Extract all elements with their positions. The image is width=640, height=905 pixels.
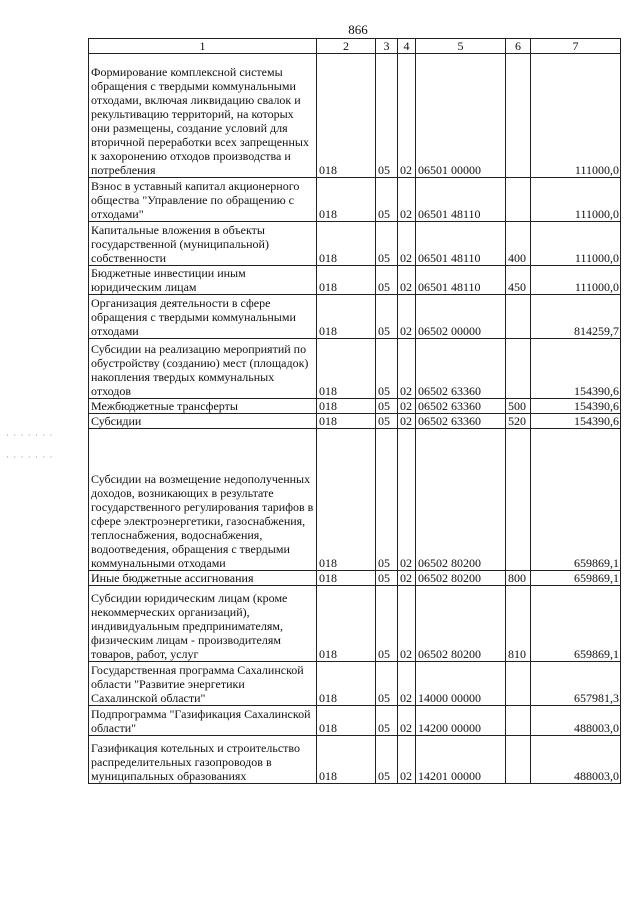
header-cell: 6: [506, 39, 531, 54]
table-row: [89, 706, 621, 736]
ministry-code-cell: 018: [317, 429, 376, 571]
amount-cell: 814259,7: [531, 295, 621, 339]
amount-cell: 659869,1: [531, 571, 621, 586]
amount-cell: 111000,0: [531, 222, 621, 266]
section-code-cell: 05: [376, 414, 398, 429]
target-article-cell: 06502 80200: [416, 571, 506, 586]
row-name-cell: Бюджетные инвестиции иным юридическим лицам: [89, 266, 317, 295]
ministry-code-cell: 018: [317, 736, 376, 784]
subsection-code-cell: 02: [398, 414, 416, 429]
section-code-cell: 05: [376, 399, 398, 414]
amount-cell: 154390,6: [531, 399, 621, 414]
expense-type-cell: 450: [506, 266, 531, 295]
table-row: [89, 222, 621, 266]
section-code-cell: 05: [376, 706, 398, 736]
target-article-cell: 14201 00000: [416, 736, 506, 784]
table-row: [89, 295, 621, 339]
amount-cell: 488003,0: [531, 736, 621, 784]
ministry-code-cell: 018: [317, 178, 376, 222]
amount-cell: 111000,0: [531, 266, 621, 295]
subsection-code-cell: 02: [398, 429, 416, 571]
subsection-code-cell: 02: [398, 586, 416, 662]
amount-cell: 659869,1: [531, 586, 621, 662]
section-code-cell: 05: [376, 736, 398, 784]
header-cell: 1: [89, 39, 317, 54]
header-cell: 2: [317, 39, 376, 54]
row-name-cell: Субсидии юридическим лицам (кроме некоммерческих организаций), индивидуальным предпринимателям, физическим лицам - производителям товаров, работ, услуг: [89, 586, 317, 662]
header-cell: 7: [531, 39, 621, 54]
target-article-cell: 06501 48110: [416, 266, 506, 295]
target-article-cell: 06502 00000: [416, 295, 506, 339]
ministry-code-cell: 018: [317, 706, 376, 736]
expense-type-cell: 520: [506, 414, 531, 429]
section-code-cell: 05: [376, 586, 398, 662]
expense-type-cell: [506, 178, 531, 222]
ministry-code-cell: 018: [317, 662, 376, 706]
header-cell: 4: [398, 39, 416, 54]
ministry-code-cell: 018: [317, 54, 376, 178]
amount-cell: 659869,1: [531, 429, 621, 571]
row-name-cell: Подпрограмма "Газификация Сахалинской области": [89, 706, 317, 736]
target-article-cell: 14000 00000: [416, 662, 506, 706]
ministry-code-cell: 018: [317, 571, 376, 586]
table-row: [89, 339, 621, 399]
target-article-cell: 06501 00000: [416, 54, 506, 178]
subsection-code-cell: 02: [398, 295, 416, 339]
subsection-code-cell: 02: [398, 736, 416, 784]
expense-type-cell: [506, 662, 531, 706]
amount-cell: 154390,6: [531, 414, 621, 429]
row-name-cell: Формирование комплексной системы обращения с твердыми коммунальными отходами, включая ликвидацию свалок и рекультивацию территорий, на которых они размещены, создание условий для вторичной переработки всех запрещенных к захоронению отходов производства и потребления: [89, 54, 317, 178]
header-row: [89, 39, 621, 54]
subsection-code-cell: 02: [398, 178, 416, 222]
row-name-cell: Субсидии на реализацию мероприятий по обустройству (созданию) мест (площадок) накопления твердых коммунальных отходов: [89, 339, 317, 399]
subsection-code-cell: 02: [398, 662, 416, 706]
section-code-cell: 05: [376, 662, 398, 706]
ministry-code-cell: 018: [317, 222, 376, 266]
subsection-code-cell: 02: [398, 54, 416, 178]
scan-smudge: · · · · · · ·: [6, 452, 54, 462]
ministry-code-cell: 018: [317, 414, 376, 429]
table-row: [89, 266, 621, 295]
subsection-code-cell: 02: [398, 399, 416, 414]
row-name-cell: Иные бюджетные ассигнования: [89, 571, 317, 586]
row-name-cell: Субсидии: [89, 414, 317, 429]
amount-cell: 488003,0: [531, 706, 621, 736]
expense-type-cell: 800: [506, 571, 531, 586]
table-row: [89, 736, 621, 784]
expense-type-cell: [506, 706, 531, 736]
table-row: [89, 399, 621, 414]
section-code-cell: 05: [376, 295, 398, 339]
target-article-cell: 06502 63360: [416, 339, 506, 399]
subsection-code-cell: 02: [398, 339, 416, 399]
page-number: 866: [348, 22, 368, 37]
target-article-cell: 06501 48110: [416, 178, 506, 222]
target-article-cell: 06502 63360: [416, 399, 506, 414]
expense-type-cell: [506, 429, 531, 571]
row-name-cell: Межбюджетные трансферты: [89, 399, 317, 414]
amount-cell: 154390,6: [531, 339, 621, 399]
row-name-cell: Капитальные вложения в объекты государственной (муниципальной) собственности: [89, 222, 317, 266]
expense-type-cell: 400: [506, 222, 531, 266]
table-row: [89, 414, 621, 429]
table-row: [89, 178, 621, 222]
table-row: [89, 586, 621, 662]
table-row: [89, 429, 621, 571]
ministry-code-cell: 018: [317, 295, 376, 339]
table-row: [89, 571, 621, 586]
expense-type-cell: [506, 54, 531, 178]
ministry-code-cell: 018: [317, 399, 376, 414]
amount-cell: 657981,3: [531, 662, 621, 706]
table-row: [89, 54, 621, 178]
subsection-code-cell: 02: [398, 266, 416, 295]
section-code-cell: 05: [376, 178, 398, 222]
target-article-cell: 06502 80200: [416, 586, 506, 662]
amount-cell: 111000,0: [531, 54, 621, 178]
section-code-cell: 05: [376, 571, 398, 586]
subsection-code-cell: 02: [398, 706, 416, 736]
expense-type-cell: 500: [506, 399, 531, 414]
budget-table: [88, 38, 621, 784]
expense-type-cell: [506, 295, 531, 339]
table-row: [89, 662, 621, 706]
scan-smudge: · · · · · · ·: [6, 430, 54, 440]
row-name-cell: Государственная программа Сахалинской области "Развитие энергетики Сахалинской области": [89, 662, 317, 706]
header-cell: 5: [416, 39, 506, 54]
target-article-cell: 14200 00000: [416, 706, 506, 736]
amount-cell: 111000,0: [531, 178, 621, 222]
target-article-cell: 06502 80200: [416, 429, 506, 571]
subsection-code-cell: 02: [398, 571, 416, 586]
section-code-cell: 05: [376, 339, 398, 399]
row-name-cell: Газификация котельных и строительство распределительных газопроводов в муниципальных образованиях: [89, 736, 317, 784]
expense-type-cell: 810: [506, 586, 531, 662]
ministry-code-cell: 018: [317, 339, 376, 399]
subsection-code-cell: 02: [398, 222, 416, 266]
row-name-cell: Взнос в уставный капитал акционерного общества "Управление по обращению с отходами": [89, 178, 317, 222]
section-code-cell: 05: [376, 222, 398, 266]
target-article-cell: 06501 48110: [416, 222, 506, 266]
expense-type-cell: [506, 736, 531, 784]
section-code-cell: 05: [376, 429, 398, 571]
header-cell: 3: [376, 39, 398, 54]
ministry-code-cell: 018: [317, 586, 376, 662]
section-code-cell: 05: [376, 266, 398, 295]
target-article-cell: 06502 63360: [416, 414, 506, 429]
ministry-code-cell: 018: [317, 266, 376, 295]
row-name-cell: Организация деятельности в сфере обращения с твердыми коммунальными отходами: [89, 295, 317, 339]
section-code-cell: 05: [376, 54, 398, 178]
expense-type-cell: [506, 339, 531, 399]
row-name-cell: Субсидии на возмещение недополученных доходов, возникающих в результате государственного регулирования тарифов в сфере электроэнергетики, газоснабжения, теплоснабжения, водоснабжения, водоотведения, обращения с твердыми коммунальными отходами: [89, 429, 317, 571]
